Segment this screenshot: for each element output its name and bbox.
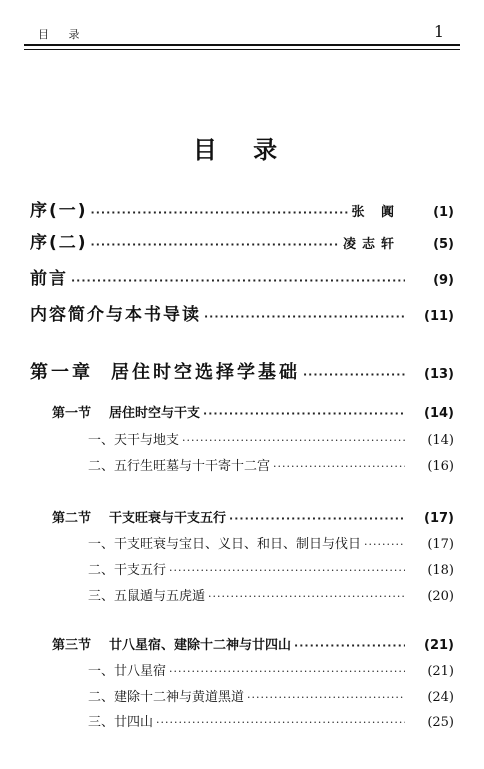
toc-entry-title: 序(一) xyxy=(30,201,88,221)
dot-leader xyxy=(169,564,405,577)
header-rule-thick xyxy=(24,44,460,46)
running-header xyxy=(24,22,460,52)
toc-entry-page: (11) xyxy=(424,309,454,324)
toc-entry-page: (20) xyxy=(427,589,454,604)
dot-leader xyxy=(208,590,405,603)
toc-entry-title: 一、廿八星宿 xyxy=(88,664,167,679)
toc-entry-title: 内容简介与本书导读 xyxy=(30,305,201,325)
section-number: 第一节 xyxy=(52,406,92,421)
toc-entry-subsection[interactable] xyxy=(88,429,454,448)
dot-leader xyxy=(294,639,405,652)
toc-entry-title: 一、干支旺衰与宝日、义日、和日、制日与伐日 xyxy=(88,537,362,552)
dot-leader xyxy=(71,274,405,287)
toc-entry-page: (14) xyxy=(424,406,454,421)
dot-leader xyxy=(273,460,405,473)
toc-entry-author: 张 阗 xyxy=(351,205,400,220)
dot-leader xyxy=(247,691,405,704)
dot-leader xyxy=(203,407,405,420)
toc-entry-subsection[interactable] xyxy=(88,711,454,730)
toc-entry-title xyxy=(52,634,291,653)
dot-leader xyxy=(169,665,405,678)
toc-entry-page: (13) xyxy=(424,367,454,382)
dot-leader xyxy=(182,434,405,447)
dot-leader xyxy=(91,206,349,219)
page-title: 目 录 xyxy=(192,136,292,164)
toc-entry-title: 三、廿四山 xyxy=(88,715,154,730)
toc-entry-preface-1[interactable] xyxy=(30,196,454,221)
toc-entry-subsection[interactable] xyxy=(88,559,454,578)
dot-leader xyxy=(229,512,405,525)
toc-entry-title: 二、干支五行 xyxy=(88,563,167,578)
toc-entry-page: (16) xyxy=(427,459,454,474)
toc-entry-page: (9) xyxy=(433,273,454,288)
page-number: 1 xyxy=(433,22,444,41)
toc-entry-subsection[interactable] xyxy=(88,660,454,679)
dot-leader xyxy=(364,538,405,551)
toc-entry-page: (14) xyxy=(427,433,454,448)
toc-entry-section-1[interactable] xyxy=(52,402,454,421)
section-title: 廿八星宿、建除十二神与廿四山 xyxy=(109,638,292,653)
toc-entry-title: 前言 xyxy=(30,269,68,289)
toc-entry-page: (17) xyxy=(427,537,454,552)
toc-entry-section-3[interactable] xyxy=(52,634,454,653)
toc-entry-foreword[interactable] xyxy=(30,264,454,289)
toc-entry-page: (18) xyxy=(427,563,454,578)
toc-entry-page: (5) xyxy=(433,237,454,252)
chapter-number: 第一章 xyxy=(30,362,93,383)
dot-leader xyxy=(156,716,405,729)
toc-entry-page: (17) xyxy=(424,511,454,526)
section-title: 居住时空与干支 xyxy=(109,406,201,421)
toc-entry-subsection[interactable] xyxy=(88,585,454,604)
section-title: 干支旺衰与干支五行 xyxy=(109,511,227,526)
toc-entry-page: (21) xyxy=(424,638,454,653)
toc-entry-author: 凌志轩 xyxy=(342,237,400,252)
section-number: 第三节 xyxy=(52,638,92,653)
toc-entry-title: 二、五行生旺墓与十干寄十二宫 xyxy=(88,459,271,474)
toc-entry-page: (25) xyxy=(427,715,454,730)
toc-entry-page: (1) xyxy=(433,205,454,220)
toc-entry-title: 一、天干与地支 xyxy=(88,433,180,448)
toc-entry-subsection[interactable] xyxy=(88,686,454,705)
toc-entry-chapter-1[interactable] xyxy=(30,358,454,384)
toc-entry-title: 三、五鼠遁与五虎遁 xyxy=(88,589,206,604)
toc-entry-title xyxy=(52,402,200,421)
toc-entry-preface-2[interactable] xyxy=(30,228,454,253)
toc-entry-subsection[interactable] xyxy=(88,533,454,552)
section-number: 第二节 xyxy=(52,511,92,526)
toc-entry-title: 序(二) xyxy=(30,233,88,253)
header-rule-thin xyxy=(24,49,460,50)
toc-entry-title xyxy=(30,358,300,384)
dot-leader xyxy=(303,368,405,381)
dot-leader xyxy=(204,310,405,323)
running-header-title: 目 录 xyxy=(38,28,88,41)
toc-entry-section-2[interactable] xyxy=(52,507,454,526)
dot-leader xyxy=(91,238,340,251)
chapter-title: 居住时空选择学基础 xyxy=(111,362,300,383)
toc-entry-page: (21) xyxy=(427,664,454,679)
toc-entry-subsection[interactable] xyxy=(88,455,454,474)
toc-entry-introduction[interactable] xyxy=(30,300,454,325)
toc-entry-page: (24) xyxy=(427,690,454,705)
toc-entry-title: 二、建除十二神与黄道黑道 xyxy=(88,690,245,705)
toc-entry-title xyxy=(52,507,226,526)
